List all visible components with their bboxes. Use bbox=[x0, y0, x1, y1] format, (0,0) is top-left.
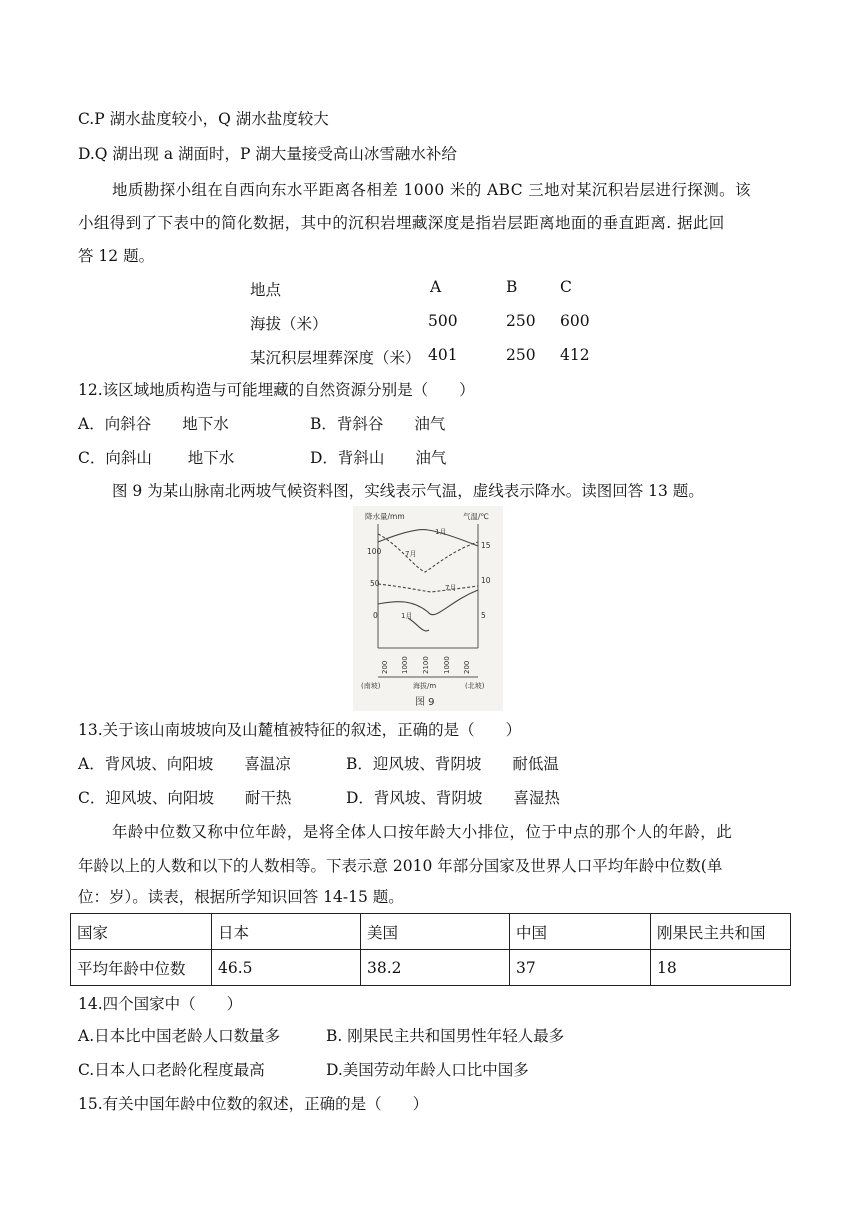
fig9-right-tick: 10 bbox=[481, 576, 491, 585]
median-age-table-cell: 刚果民主共和国 bbox=[651, 914, 791, 950]
geology-table-cell: 500 bbox=[428, 312, 458, 330]
geology-table-cell: 250 bbox=[506, 346, 536, 364]
geology-table-cell: 401 bbox=[428, 346, 458, 364]
geology-table-header-location: 地点 bbox=[250, 281, 282, 299]
fig9-caption: 图 9 bbox=[415, 697, 435, 708]
geology-paragraph-line-3: 答 12 题。 bbox=[78, 247, 155, 265]
fig9-curve-label: 1月 bbox=[435, 528, 447, 536]
q12-option-b: B．背斜谷 油气 bbox=[310, 415, 446, 433]
q13-option-b: B．迎风坡、背阴坡 耐低温 bbox=[346, 755, 559, 773]
fig9-x-tick: 2100 bbox=[422, 656, 430, 674]
median-age-table-cell: 18 bbox=[651, 950, 791, 986]
median-age-table-header-row bbox=[71, 914, 791, 950]
median-age-table-cell: 国家 bbox=[71, 914, 212, 950]
q11-option-c: C.P 湖水盐度较小，Q 湖水盐度较大 bbox=[78, 110, 329, 128]
q12-option-c: C．向斜山 地下水 bbox=[78, 449, 235, 467]
fig9-curve-label: 1月 bbox=[401, 612, 413, 620]
fig9-curve-label: 7月 bbox=[405, 550, 417, 558]
fig9-right-axis-title: 气温/℃ bbox=[463, 512, 489, 521]
median-age-table-cell: 美国 bbox=[361, 914, 510, 950]
median-age-table bbox=[70, 913, 791, 986]
geology-table-cell: 600 bbox=[560, 312, 590, 330]
q13-stem: 13.关于该山南坡坡向及山麓植被特征的叙述，正确的是（ ） bbox=[78, 721, 522, 739]
median-paragraph-line-1: 年龄中位数又称中位年龄，是将全体人口按年龄大小排位，位于中点的那个人的年龄，此 bbox=[112, 823, 733, 841]
q14-option-d: D.美国劳动年龄人口比中国多 bbox=[326, 1061, 529, 1079]
q14-option-c: C.日本人口老龄化程度最高 bbox=[78, 1061, 265, 1079]
median-paragraph-line-3: 位：岁）。读表，根据所学知识回答 14-15 题。 bbox=[78, 888, 404, 906]
q11-option-d: D.Q 湖出现 a 湖面时，P 湖大量接受高山冰雪融水补给 bbox=[78, 145, 457, 163]
fig9-x-label-north: (北坡) bbox=[465, 682, 485, 690]
geology-paragraph-line-1: 地质勘探小组在自西向东水平距离各相差 1000 米的 ABC 三地对某沉积岩层进行探测。该 bbox=[112, 181, 751, 199]
geology-table-cell: 412 bbox=[560, 346, 590, 364]
q12-option-a: A．向斜谷 地下水 bbox=[78, 415, 229, 433]
fig9-x-tick: 1000 bbox=[401, 656, 409, 674]
geology-table-cell: 海拔（米） bbox=[250, 315, 328, 333]
geology-table-cell: 某沉积层埋葬深度（米） bbox=[250, 349, 421, 367]
q14-stem: 14.四个国家中（ ） bbox=[78, 995, 243, 1013]
median-age-table-cell: 37 bbox=[510, 950, 651, 986]
median-age-table-cell: 平均年龄中位数 bbox=[71, 950, 212, 986]
fig9-curve-label: 7月 bbox=[445, 584, 457, 592]
median-paragraph-line-2: 年龄以上的人数和以下的人数相等。下表示意 2010 年部分国家及世界人口平均年龄中位数(单 bbox=[78, 857, 723, 875]
fig9-right-tick: 15 bbox=[481, 541, 491, 550]
q13-option-d: D．背风坡、背阴坡 喜湿热 bbox=[346, 789, 560, 807]
q13-option-a: A．背风坡、向阳坡 喜温凉 bbox=[78, 755, 291, 773]
fig9-x-tick: 1000 bbox=[443, 656, 451, 674]
median-age-table-cell: 日本 bbox=[212, 914, 361, 950]
q13-option-c: C．迎风坡、向阳坡 耐干热 bbox=[78, 789, 292, 807]
geology-table-header-a: A bbox=[430, 278, 442, 296]
fig9-x-tick: 200 bbox=[463, 660, 471, 674]
geology-table-header-b: B bbox=[506, 278, 518, 296]
fig9-right-tick: 5 bbox=[481, 611, 486, 620]
fig9-left-axis-title: 降水量/mm bbox=[365, 512, 405, 521]
median-age-table-data-row bbox=[71, 950, 791, 986]
median-age-table-cell: 38.2 bbox=[361, 950, 510, 986]
geology-table-header-c: C bbox=[560, 278, 572, 296]
q12-option-d: D．背斜山 油气 bbox=[310, 449, 447, 467]
fig9-x-label-south: (南坡) bbox=[361, 682, 381, 690]
fig9-left-tick: 0 bbox=[373, 611, 378, 620]
fig9-left-tick: 50 bbox=[370, 579, 380, 588]
q14-option-b: B. 刚果民主共和国男性年轻人最多 bbox=[326, 1027, 565, 1045]
geology-table-cell: 250 bbox=[506, 312, 536, 330]
median-age-table-cell: 中国 bbox=[510, 914, 651, 950]
geology-paragraph-line-2: 小组得到了下表中的简化数据，其中的沉积岩埋藏深度是指岩层距离地面的垂直距离. 据此回 bbox=[78, 214, 725, 232]
q14-option-a: A.日本比中国老龄人口数量多 bbox=[78, 1027, 281, 1045]
figure9-climate-chart bbox=[353, 506, 503, 711]
fig9-x-tick: 200 bbox=[381, 660, 389, 674]
q15-stem: 15.有关中国年龄中位数的叙述，正确的是（ ） bbox=[78, 1095, 429, 1113]
median-age-table-cell: 46.5 bbox=[212, 950, 361, 986]
figure9-intro: 图 9 为某山脉南北两坡气候资料图，实线表示气温，虚线表示降水。读图回答 13 题。 bbox=[112, 482, 704, 500]
q12-stem: 12.该区域地质构造与可能埋藏的自然资源分别是（ ） bbox=[78, 381, 475, 399]
fig9-left-tick: 100 bbox=[367, 547, 382, 556]
fig9-x-axis-title: 海拔/m bbox=[413, 682, 437, 690]
